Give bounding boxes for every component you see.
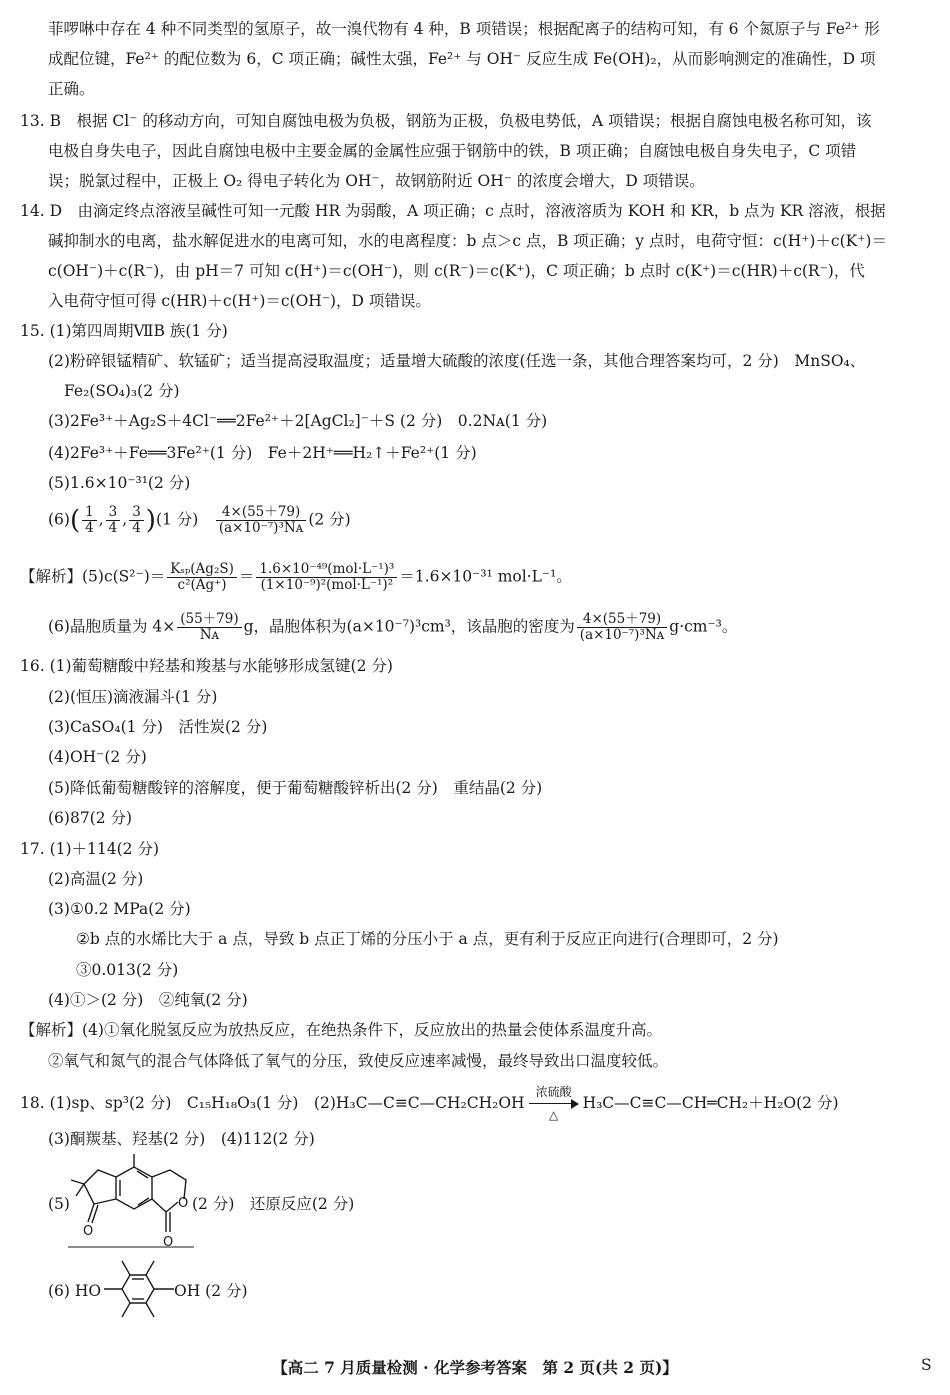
text-line: 电极自身失电子，因此自腐蚀电极中主要金属的金属性应强于钢筋中的铁，B 项正确；自腐蚀电极自身失电子，C 项错 bbox=[48, 142, 857, 160]
analysis-15-6: (6)晶胞质量为 4× $\frac{(55+79)}{\text{Nᴀ}}$ g，晶胞体积为(a×10⁻⁷)³cm³，该晶胞的密度为 $\frac{4\times(55+79)}{\text{(a×10⁻⁷)³Nᴀ}}$ g·cm⁻³。 bbox=[48, 611, 738, 643]
text-line: (2)(恒压)滴液漏斗(1 分) bbox=[48, 688, 218, 706]
text-line: 入电荷守恒可得 c(HR)＋c(H⁺)＝c(OH⁻)，D 项错误。 bbox=[48, 292, 431, 310]
answer-18: 18. (1)sp、sp³(2 分) C₁₅H₁₈O₃(1 分) (2)H₃C—C≡C—CH₂CH₂OH 浓硫酸 △ H₃C—C≡C—CH═CH₂＋H₂O(2 分) bbox=[20, 1085, 839, 1122]
text-line: (6)87(2 分) bbox=[48, 809, 133, 827]
text-line: (5)1.6×10⁻³¹(2 分) bbox=[48, 474, 191, 492]
text-line: (3)酮羰基、羟基(2 分) (4)112(2 分) bbox=[48, 1130, 315, 1148]
text-line: 碱抑制水的电离，盐水解促进水的电离可知，水的电离程度：b 点＞c 点，B 项正确；y 点时，电荷守恒：c(H⁺)＋c(K⁺)＝ bbox=[48, 232, 887, 250]
text-line: ②氧气和氮气的混合气体降低了氧气的分压，致使反应速率减慢，最终导致出口温度较低。 bbox=[48, 1052, 669, 1070]
text-line: (2)高温(2 分) bbox=[48, 870, 144, 888]
text-line: ②b 点的水烯比大于 a 点，导致 b 点正丁烯的分压小于 a 点，更有利于反应正向进行(合理即可，2 分) bbox=[76, 930, 779, 948]
analysis-15-5: 【解析】(5)c(S²⁻)＝ $\frac{\text{Kₛₚ(Ag₂S)}}{\text{c²(Ag⁺)}}$ ＝ $\frac{\text{1.6×10⁻⁴⁹(mol·L⁻¹)³}}{\text{(1×10⁻⁹)²(mol·L⁻¹)²}}$ ＝1.6×10⁻³¹ mol·L⁻¹。 bbox=[20, 561, 572, 593]
answer-17: 17. (1)＋114(2 分) bbox=[20, 840, 160, 858]
text-line: (4)OH⁻(2 分) bbox=[48, 748, 147, 766]
text-line: 成配位键，Fe²⁺ 的配位数为 6，C 项正确；碱性太强，Fe²⁺ 与 OH⁻ 反应生成 Fe(OH)₂，从而影响测定的准确性，D 项 bbox=[48, 50, 876, 68]
text-line: Fe₂(SO₄)₃(2 分) bbox=[64, 382, 180, 400]
text-line: c(OH⁻)＋c(R⁻)，由 pH＝7 可知 c(H⁺)＝c(OH⁻)，则 c(R⁻)＝c(K⁺)，C 项正确；b 点时 c(K⁺)＝c(HR)＋c(R⁻)，代 bbox=[48, 262, 865, 280]
answer-16: 16. (1)葡萄糖酸中羟基和羧基与水能够形成氢键(2 分) bbox=[20, 657, 393, 675]
text-line: (5) bbox=[48, 1195, 70, 1213]
hydroquinone-structure-diagram bbox=[102, 1255, 182, 1327]
text-line: (3)2Fe³⁺＋Ag₂S＋4Cl⁻══2Fe²⁺＋2[AgCl₂]⁻＋S (2 分) 0.2Nᴀ(1 分) bbox=[48, 412, 548, 430]
text-line: ③0.013(2 分) bbox=[76, 961, 179, 979]
answer-15: 15. (1)第四周期ⅦB 族(1 分) bbox=[20, 322, 228, 340]
corner-mark: S bbox=[921, 1356, 932, 1374]
lactone-structure-diagram bbox=[66, 1152, 196, 1252]
answer-13: 13. B 根据 Cl⁻ 的移动方向，可知自腐蚀电极为负极，钢筋为正极，负极电势低，A 项错误；根据自腐蚀电极名称可知，该 bbox=[20, 112, 872, 130]
text-line: 误；脱氯过程中，正极上 O₂ 得电子转化为 OH⁻，故钢筋附近 OH⁻ 的浓度会增大，D 项错误。 bbox=[48, 172, 705, 190]
text-line: (3)①0.2 MPa(2 分) bbox=[48, 900, 191, 918]
text-line: 正确。 bbox=[48, 80, 95, 98]
text-line: (2 分) 还原反应(2 分) bbox=[192, 1195, 355, 1213]
text-line: (6) HO bbox=[48, 1282, 102, 1300]
text-line: (4)①＞(2 分) ②纯氧(2 分) bbox=[48, 991, 248, 1009]
reaction-arrow: 浓硫酸 △ bbox=[529, 1086, 579, 1122]
analysis-17: 【解析】(4)①氧化脱氢反应为放热反应，在绝热条件下，反应放出的热量会使体系温度升高。 bbox=[20, 1021, 662, 1039]
text-line: (5)降低葡萄糖酸锌的溶解度，便于葡萄糖酸锌析出(2 分) 重结晶(2 分) bbox=[48, 779, 543, 797]
text-line: 菲啰啉中存在 4 种不同类型的氢原子，故一溴代物有 4 种，B 项错误；根据配离子的结构可知，有 6 个氮原子与 Fe²⁺ 形 bbox=[48, 20, 880, 38]
answer-14: 14. D 由滴定终点溶液呈碱性可知一元酸 HR 为弱酸，A 项正确；c 点时，溶液溶质为 KOH 和 KR，b 点为 KR 溶液，根据 bbox=[20, 202, 886, 220]
svg-text:O: O bbox=[178, 1196, 189, 1211]
text-line: (2)粉碎银锰精矿、软锰矿；适当提高浸取温度；适量增大硫酸的浓度(任选一条，其他合理答案均可，2 分) MnSO₄、 bbox=[48, 352, 866, 370]
formula-line: (6)( $\frac{1}{4}$ , $\frac{3}{4}$ , $\frac{3}{4}$ )(1 分) $\frac{4\times(55+79)}{\text{(a×10⁻⁷)³Nᴀ}}$ (2 分) bbox=[48, 504, 351, 536]
svg-text:O: O bbox=[163, 1235, 174, 1250]
page-footer: 【高二 7 月质量检测 · 化学参考答案 第 2 页(共 2 页)】 bbox=[272, 1358, 678, 1377]
text-line: (3)CaSO₄(1 分) 活性炭(2 分) bbox=[48, 718, 268, 736]
svg-text:O: O bbox=[83, 1224, 94, 1239]
text-line: (4)2Fe³⁺＋Fe══3Fe²⁺(1 分) Fe＋2H⁺══H₂↑＋Fe²⁺(1 分) bbox=[48, 444, 477, 462]
text-line: OH (2 分) bbox=[174, 1282, 248, 1300]
